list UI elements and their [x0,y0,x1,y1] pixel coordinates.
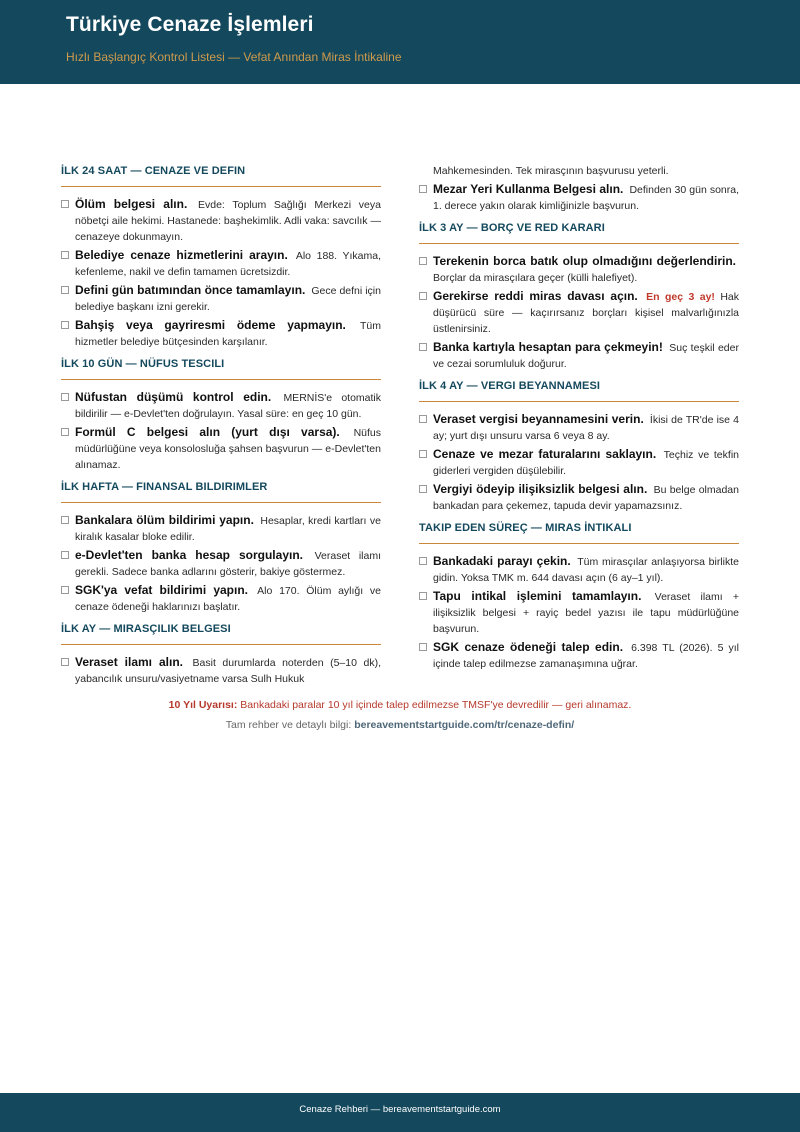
checklist-item[interactable] [419,339,739,372]
section-title: İLK HAFTA — FINANSAL BILDIRIMLER [61,481,268,493]
item-lead: Mezar Yeri Kullanma Belgesi alın. [433,182,624,196]
right-column [419,163,739,674]
item-lead: Formül C belgesi alın (yurt dışı varsa). [75,425,340,439]
checklist-item[interactable] [419,288,739,337]
page-subtitle: Hızlı Başlangıç Kontrol Listesi — Vefat Anından Miras İntikaline [66,50,402,64]
checkbox-icon[interactable] [61,286,69,294]
item-lead: Nüfustan düşümü kontrol edin. [75,390,272,404]
section-title: TAKIP EDEN SÜREÇ — MIRAS İNTIKALI [419,522,632,534]
item-continuation: Mahkemesinden. Tek mirasçının başvurusu yeterli. [433,165,669,177]
checkbox-icon[interactable] [419,643,427,651]
item-lead: Bankalara ölüm bildirimi yapın. [75,513,254,527]
item-text: Hesaplar, kredi kartları ve kiralık kasalar bloke edilir. [75,515,381,543]
item-text: Basit durumlarda noterden (5–10 dk), yabancılık unsuru/vasiyetname varsa Sulh Hukuk [75,657,381,685]
section-title: İLK AY — MIRASÇILIK BELGESI [61,623,231,635]
deadline-warning: En geç 3 ay! [646,291,715,303]
checkbox-icon[interactable] [419,415,427,423]
item-lead: Defini gün batımından önce tamamlayın. [75,283,306,297]
item-text: Tüm hizmetler belediye bütçesinden karşılanır. [75,320,381,348]
item-text: Veraset ilamı gerekli. Sadece banka adlarını gösterir, bakiye göstermez. [75,550,381,578]
item-text: Nüfus müdürlüğüne veya konsolosluğa şahsen başvurun — e-Devlet'ten alınamaz. [75,427,381,471]
warning-label: 10 Yıl Uyarısı: [168,699,238,711]
left-column [61,163,381,689]
item-lead: Veraset ilamı alın. [75,655,183,669]
checkbox-icon[interactable] [419,485,427,493]
checklist-item[interactable] [419,446,739,479]
item-text: İkisi de TR'de ise 4 ay; yurt dışı unsuru varsa 6 veya 8 ay. [433,414,739,442]
item-lead: SGK'ya vefat bildirimi yapın. [75,583,249,597]
item-text: Evde: Toplum Sağlığı Merkezi veya nöbetçi aile hekimi. Hastanede: başhekimlik. Adli vaka: savcılık — cenazeye dokunmayın. [75,199,381,243]
checkbox-icon[interactable] [61,393,69,401]
item-lead: Terekenin borca batık olup olmadığını değerlendirin. [433,254,736,268]
checklist-item[interactable] [419,411,739,444]
section-title: İLK 24 SAAT — CENAZE VE DEFIN [61,165,246,177]
guide-reference [0,719,800,731]
item-text: Borçlar da mirasçılara geçer (külli halefiyet). [433,272,638,284]
warning-text: Bankadaki paralar 10 yıl içinde talep edilmezse TMSF'ye devredilir — geri alınamaz. [240,699,632,711]
checklist-item[interactable] [419,639,739,672]
item-lead: Banka kartıyla hesaptan para çekmeyin! [433,340,663,354]
checklist-item[interactable] [419,253,739,286]
item-text: Gece defni için belediye başkanı izni gerekir. [75,285,381,313]
page-title: Türkiye Cenaze İşlemleri [66,13,314,36]
item-lead: e-Devlet'ten banka hesap sorgulayın. [75,548,303,562]
item-lead: Gerekirse reddi miras davası açın. [433,289,638,303]
checkbox-icon[interactable] [61,586,69,594]
checklist-item[interactable] [419,588,739,637]
checklist-item[interactable] [61,424,381,473]
checkbox-icon[interactable] [61,658,69,666]
section-title: İLK 4 AY — VERGI BEYANNAMESI [419,380,601,392]
checklist-item[interactable] [61,317,381,350]
item-lead: Ölüm belgesi alın. [75,197,188,211]
item-text: Hak düşürücü süre — kaçırırsanız borçları kişisel malvarlığınızla üstlenirsiniz. [433,291,740,335]
item-text: Suç teşkil eder ve cezai sorumluluk doğurur. [433,342,739,370]
checklist-item[interactable] [61,582,381,615]
page-footer [0,1093,800,1132]
checklist-item[interactable] [61,282,381,315]
item-lead: Bahşiş veya gayriresmi ödeme yapmayın. [75,318,346,332]
checkbox-icon[interactable] [419,185,427,193]
page-header [0,0,800,84]
item-text: 6.398 TL (2026). 5 yıl içinde talep edilmezse zamanaşımına uğrar. [433,642,739,670]
item-text: Teçhiz ve tekfin giderleri vergiden düşülebilir. [433,449,739,477]
checkbox-icon[interactable] [61,516,69,524]
guide-link[interactable]: bereavementstartguide.com/tr/cenaze-defin/ [354,719,575,731]
section-divider [419,543,739,544]
checkbox-icon[interactable] [61,200,69,208]
checkbox-icon[interactable] [419,343,427,351]
item-lead: Vergiyi ödeyip ilişiksizlik belgesi alın. [433,482,648,496]
checkbox-icon[interactable] [419,450,427,458]
item-lead: Veraset vergisi beyannamesini verin. [433,412,644,426]
checklist-item[interactable] [61,512,381,545]
footer-text: Cenaze Rehberi — bereavementstartguide.com [299,1104,501,1115]
checklist-item[interactable] [61,196,381,245]
checkbox-icon[interactable] [419,257,427,265]
checkbox-icon[interactable] [419,557,427,565]
item-lead: SGK cenaze ödeneği talep edin. [433,640,624,654]
item-text: Bu belge olmadan bankadan para çekemez, tapuda devir yapamazsınız. [433,484,739,512]
checklist-item[interactable] [61,389,381,422]
item-text: Veraset ilamı + ilişiksizlik belgesi + rayiç bedel yazısı ile tapu müdürlüğüne başvurun. [433,591,740,635]
checklist-item[interactable] [419,481,739,514]
section-divider [419,243,739,244]
item-text: MERNİS'e otomatik bildirilir — e-Devlet'ten doğrulayın. Yasal süre: en geç 10 gün. [75,392,382,420]
guide-prefix: Tam rehber ve detaylı bilgi: [225,719,352,731]
item-text: Tüm mirasçılar anlaşıyorsa birlikte gidin. Yoksa TMK m. 644 davası açın (6 ay–1 yıl). [433,556,739,584]
item-lead: Tapu intikal işlemini tamamlayın. [433,589,642,603]
checklist-item[interactable] [61,654,381,687]
item-text: Alo 170. Ölüm aylığı ve cenaze ödeneği haklarınızı başlatır. [75,585,381,613]
ten-year-warning [0,699,800,711]
checklist-item[interactable] [419,181,739,214]
section-divider [61,502,381,503]
section-divider [61,186,381,187]
checkbox-icon[interactable] [61,428,69,436]
checkbox-icon[interactable] [61,321,69,329]
item-lead: Cenaze ve mezar faturalarını saklayın. [433,447,657,461]
checklist-item[interactable] [61,547,381,580]
checklist-item[interactable] [419,553,739,586]
section-title: İLK 3 AY — BORÇ VE RED KARARI [419,222,605,234]
section-divider [419,401,739,402]
item-text: Definden 30 gün sonra, 1. derece yakın olarak kimliğinizle başvurun. [433,184,740,212]
item-lead: Belediye cenaze hizmetlerini arayın. [75,248,288,262]
checkbox-icon[interactable] [61,551,69,559]
checkbox-icon[interactable] [419,592,427,600]
item-lead: Bankadaki parayı çekin. [433,554,571,568]
checklist-item[interactable] [61,247,381,280]
section-title: İLK 10 GÜN — NÜFUS TESCILI [61,358,225,370]
item-text: Alo 188. Yıkama, kefenleme, nakil ve defin tamamen ücretsizdir. [75,250,381,278]
section-divider [61,644,381,645]
checkbox-icon[interactable] [419,292,427,300]
section-divider [61,379,381,380]
checkbox-icon[interactable] [61,251,69,259]
